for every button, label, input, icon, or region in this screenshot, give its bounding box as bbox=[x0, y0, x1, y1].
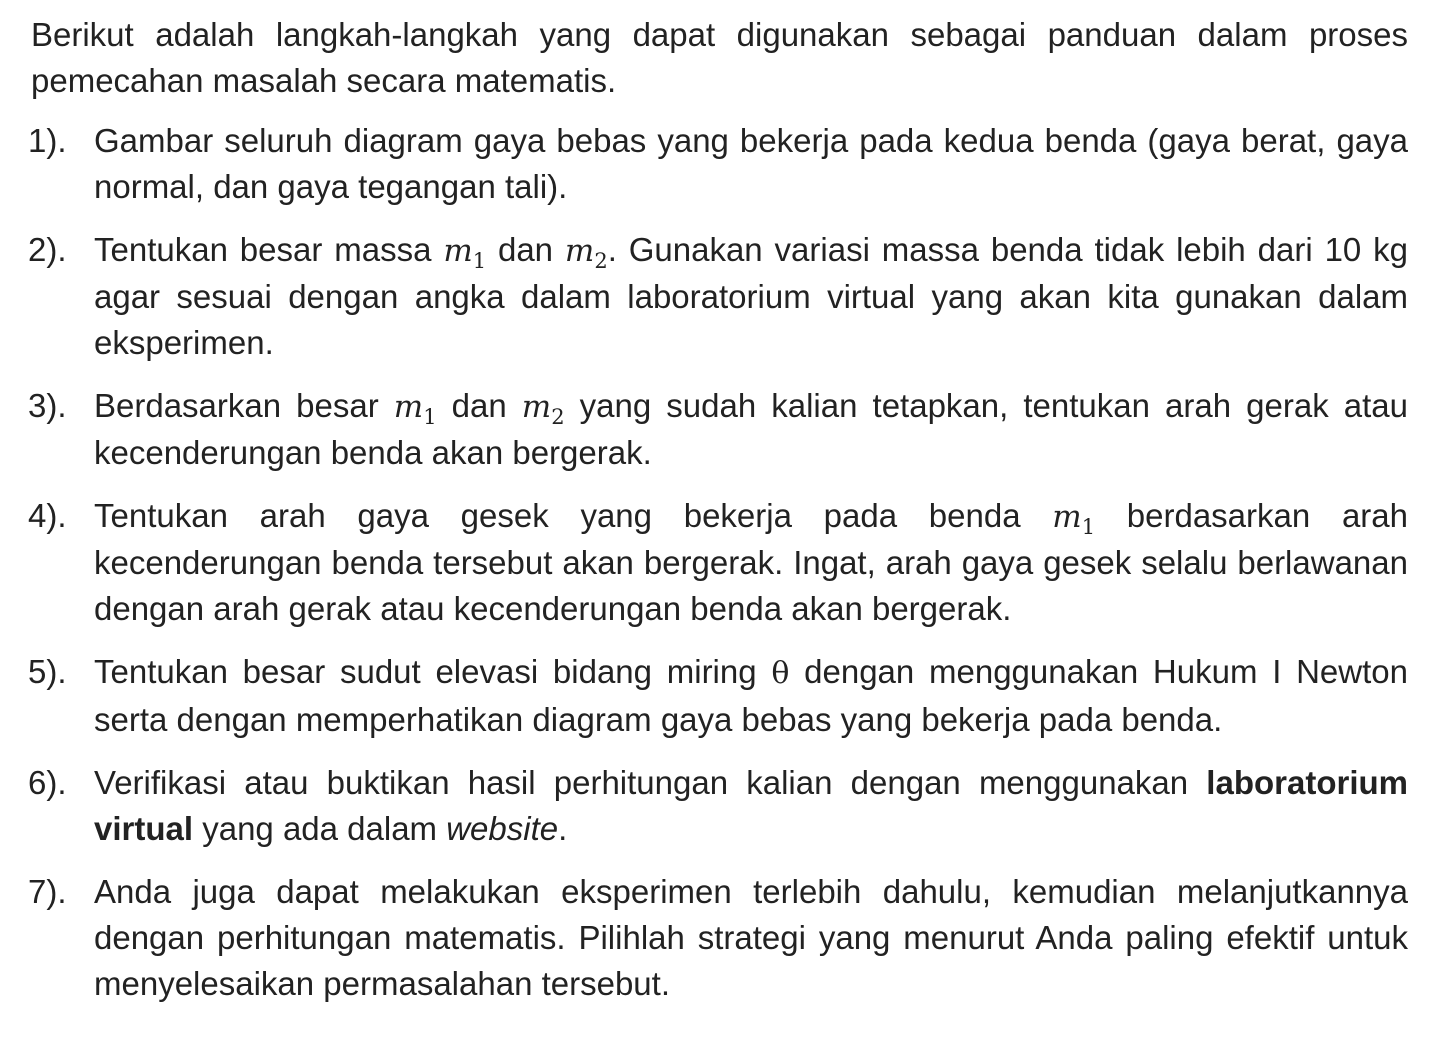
step-number: 2). bbox=[28, 231, 67, 268]
step-text: Anda juga dapat melakukan eksperimen terlebih dahulu, kemudian melanjutkannya dengan perhitungan matematis. Pilihlah strategi yang menurut Anda paling efektif untuk menyelesaikan permasalahan tersebut. bbox=[94, 873, 1408, 1002]
step-7 bbox=[28, 869, 1408, 1007]
math-m2: $m_2$ bbox=[564, 233, 608, 273]
step-2 bbox=[28, 227, 1408, 366]
steps-list bbox=[28, 118, 1408, 1007]
math-m1: $m_1$ bbox=[443, 233, 487, 273]
step-text-part: dan bbox=[436, 387, 522, 424]
step-3 bbox=[28, 383, 1408, 476]
math-m1: $m_1$ bbox=[393, 389, 437, 429]
step-text bbox=[94, 649, 1408, 743]
step-number: 6). bbox=[28, 764, 67, 801]
step-text: Gambar seluruh diagram gaya bebas yang bekerja pada kedua benda (gaya berat, gaya normal, dan gaya tegangan tali). bbox=[94, 122, 1408, 205]
step-number: 4). bbox=[28, 497, 67, 534]
step-number: 7). bbox=[28, 873, 67, 910]
step-number: 5). bbox=[28, 653, 67, 690]
step-text-part: dan bbox=[486, 231, 565, 268]
math-theta: θ bbox=[771, 656, 790, 691]
step-text bbox=[94, 227, 1408, 366]
step-text-part: . Gunakan variasi massa benda tidak lebih dari 10 kg agar sesuai dengan angka dalam laboratorium virtual yang akan kita gunakan dalam eksperimen. bbox=[94, 231, 1408, 361]
step-text-part: Tentukan besar sudut elevasi bidang miring bbox=[94, 653, 772, 690]
step-text-part: yang sudah kalian tetapkan, tentukan arah gerak atau kecenderungan benda akan bergerak. bbox=[94, 387, 1408, 471]
step-text-part: Berdasarkan besar bbox=[94, 387, 394, 424]
step-5 bbox=[28, 649, 1408, 743]
step-1 bbox=[28, 118, 1408, 210]
step-number: 1). bbox=[28, 122, 67, 159]
step-text-part: . bbox=[558, 810, 568, 847]
bold-term: laboratorium virtual bbox=[94, 764, 1408, 847]
step-text-part: Verifikasi atau buktikan hasil perhitungan kalian dengan menggunakan bbox=[94, 764, 1207, 801]
step-text bbox=[94, 760, 1408, 852]
math-m2: $m_2$ bbox=[521, 389, 565, 429]
step-text-part: yang ada dalam bbox=[193, 810, 447, 847]
step-4 bbox=[28, 493, 1408, 632]
step-text-part: berdasarkan arah kecenderungan benda tersebut akan bergerak. Ingat, arah gaya gesek selalu berlawanan dengan arah gerak atau kecenderungan benda akan bergerak. bbox=[94, 497, 1408, 627]
step-number: 3). bbox=[28, 387, 67, 424]
step-6 bbox=[28, 760, 1408, 852]
intro-paragraph: Berikut adalah langkah-langkah yang dapat digunakan sebagai panduan dalam proses pemecahan masalah secara matematis. bbox=[31, 16, 1408, 99]
step-text-part: dengan menggunakan Hukum I Newton serta dengan memperhatikan diagram gaya bebas yang bekerja pada benda. bbox=[94, 653, 1408, 738]
step-text bbox=[94, 383, 1408, 476]
math-m1: $m_1$ bbox=[1052, 499, 1096, 539]
step-text-part: Tentukan besar massa bbox=[94, 231, 444, 268]
step-text bbox=[94, 493, 1408, 632]
step-text-part: Tentukan arah gaya gesek yang bekerja pada benda bbox=[94, 497, 1053, 534]
italic-term: website bbox=[446, 810, 559, 847]
